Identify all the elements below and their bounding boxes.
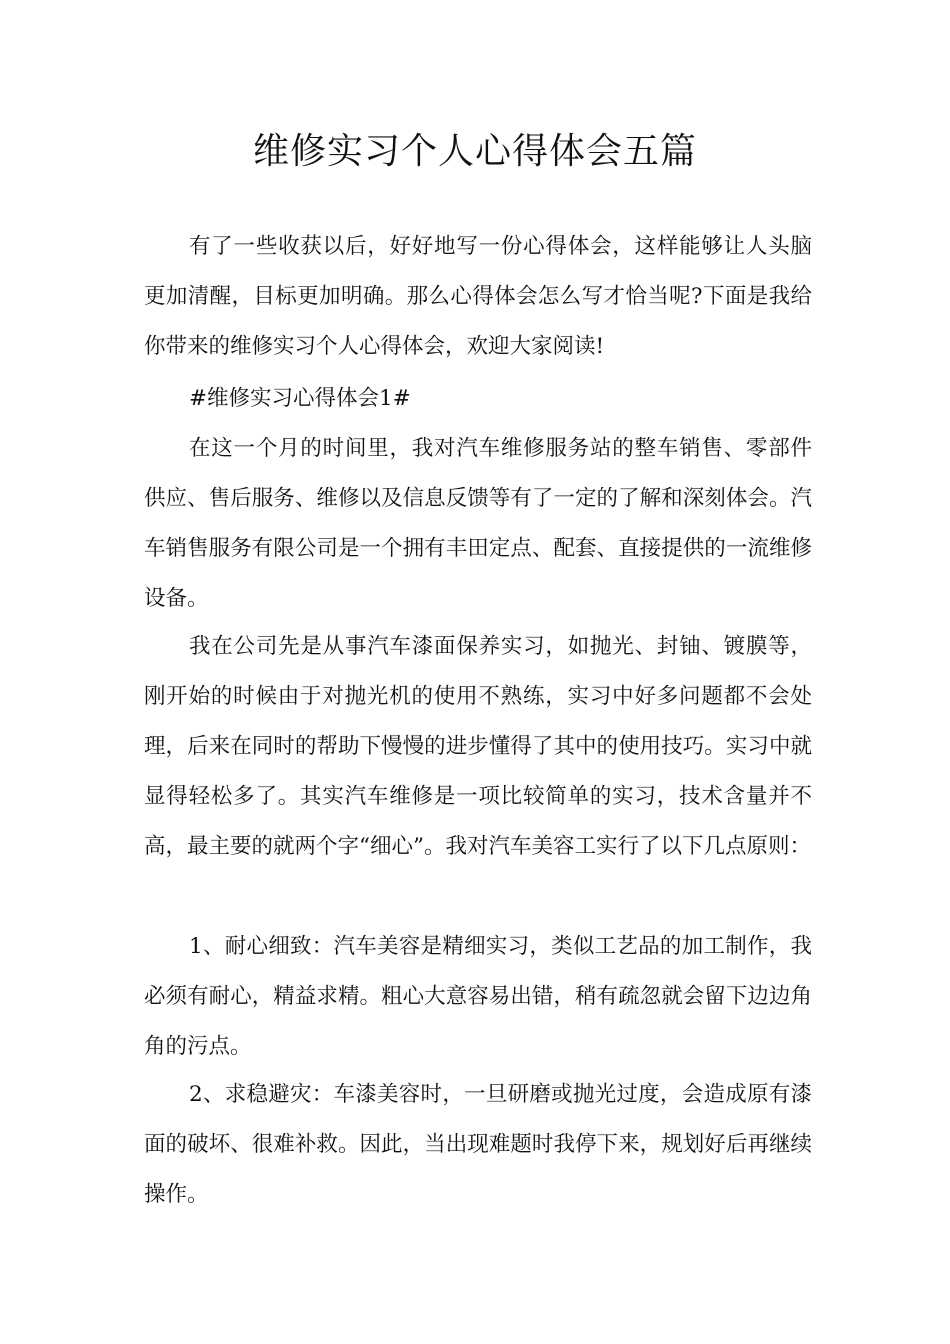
document-title: 维修实习个人心得体会五篇 [252, 131, 697, 172]
list-item-paragraph: 1、耐心细致：汽车美容是精细实习，类似工艺品的加工制作，我必须有耐心，精益求精。粗心大意容易出错，稍有疏忽就会留下边边角角的污点。 [144, 934, 812, 1059]
section-heading-1: #维修实习心得体会1# [189, 386, 411, 411]
list-item-paragraph: 2、求稳避灾：车漆美容时，一旦研磨或抛光过度，会造成原有漆面的破坏、很难补救。因此，当出现难题时我停下来，规划好后再继续操作。 [144, 1082, 812, 1207]
intro-paragraph: 有了一些收获以后，好好地写一份心得体会，这样能够让人头脑更加清醒，目标更加明确。那么心得体会怎么写才恰当呢?下面是我给你带来的维修实习个人心得体会，欢迎大家阅读! [144, 234, 812, 359]
body-paragraph: 我在公司先是从事汽车漆面保养实习，如抛光、封铀、镀膜等，刚开始的时候由于对抛光机的使用不熟练，实习中好多问题都不会处理，后来在同时的帮助下慢慢的进步懂得了其中的使用技巧。实习中就显得轻松多了。其实汽车维修是一项比较简单的实习，技术含量并不高，最主要的就两个字“细心”。我对汽车美容工实行了以下几点原则： [144, 634, 812, 859]
body-paragraph: 在这一个月的时间里，我对汽车维修服务站的整车销售、零部件供应、售后服务、维修以及信息反馈等有了一定的了解和深刻体会。汽车销售服务有限公司是一个拥有丰田定点、配套、直接提供的一流维修设备。 [144, 436, 812, 611]
